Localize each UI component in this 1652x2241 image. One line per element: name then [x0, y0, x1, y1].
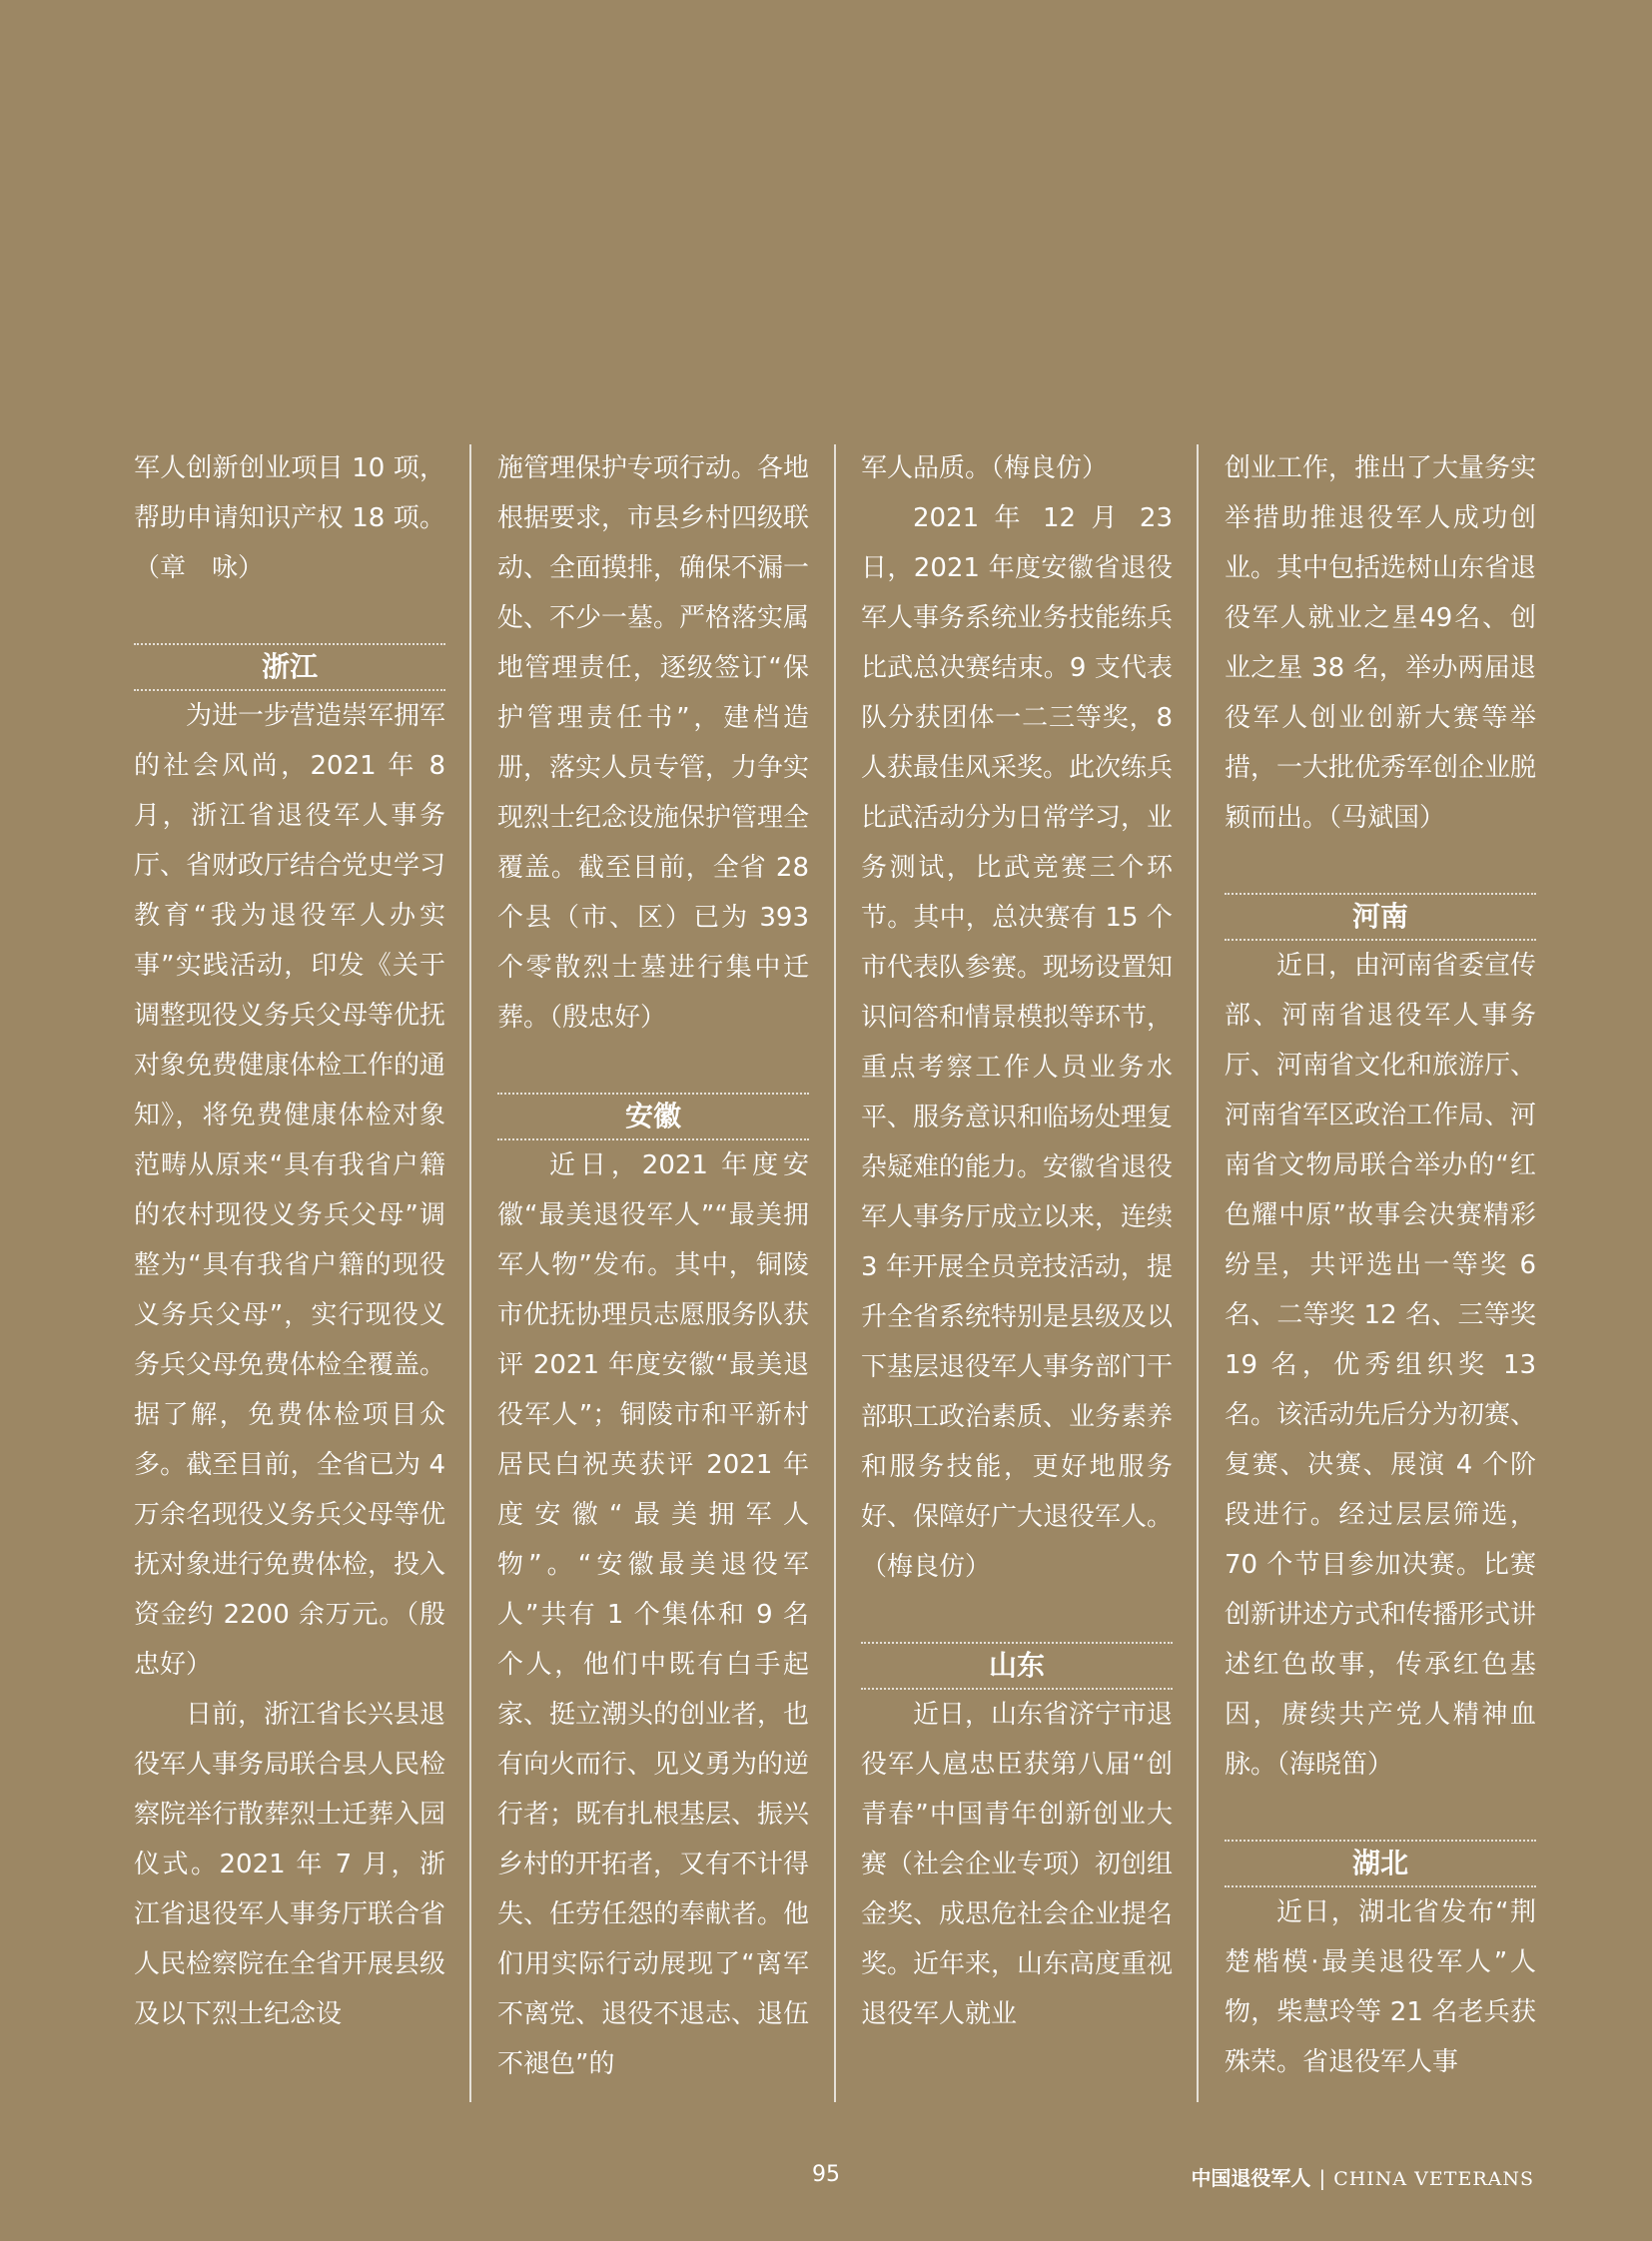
column-divider-1	[469, 444, 471, 2102]
news-paragraph: 近日，山东省济宁市退役军人扈忠臣获第八届“创青春”中国青年创新创业大赛（社会企业专项）初创组金奖、成思危社会企业提名奖。近年来，山东高度重视退役军人就业	[861, 1700, 1174, 2029]
news-paragraph: 2021 年 12 月 23 日，2021 年度安徽省退役军人事务系统业务技能练兵比武总决赛结束。9 支代表队分获团体一二三等奖，8 人获最佳风采奖。此次练兵比武活动分为日常学习，业务测试，比武竞赛三个环节。其中，总决赛有 15 个市代表队参赛。现场设置知识问答和情景模拟等环节，重点考察工作人员业务水平、服务意识和临场处理复杂疑难的能力。安徽省退役军人事务厅成立以来，连续 3 年开展全员竞技活动，提升全省系统特别是县级及以下基层退役军人事务部门干部职工政治素质、业务素养和服务技能，更好地服务好、保障好广大退役军人。（梅良仿）	[861, 503, 1174, 1582]
dotted-rule	[1225, 1885, 1536, 1887]
news-paragraph: 近日，2021 年度安徽“最美退役军人”“最美拥军人物”发布。其中，铜陵市优抚协理员志愿服务队获评 2021 年度安徽“最美退役军人”；铜陵市和平新村居民白祝英获评 2021 年度安徽“最美拥军人物”。“安徽最美退役军人”共有 1 个集体和 9 名个人，他们中既有白手起家、挺立潮头的创业者，也有向火而行、见义勇为的逆行者；既有扎根基层、振兴乡村的开拓者，又有不计得失、任劳任怨的奉献者。他们用实际行动展现了“离军不离党、退役不退志、退伍不褪色”的	[497, 1150, 810, 2079]
news-paragraph: 为进一步营造崇军拥军的社会风尚，2021 年 8 月，浙江省退役军人事务厅、省财政厅结合党史学习教育“我为退役军人办实事”实践活动，印发《关于调整现役义务兵父母等优抚对象免费健康体检工作的通知》，将免费健康体检对象范畴从原来“具有我省户籍的农村现役义务兵父母”调整为“具有我省户籍的现役义务兵父母”，实行现役义务兵父母免费体检全覆盖。据了解，免费体检项目众多。截至目前，全省已为 4 万余名现役义务兵父母等优抚对象进行免费体检，投入资金约 2200 余万元。（殷忠好）	[134, 701, 446, 1680]
region-heading: 山东	[988, 1649, 1045, 1682]
news-paragraph: 近日，由河南省委宣传部、河南省退役军人事务厅、河南省文化和旅游厅、河南省军区政治工作局、河南省文物局联合举办的“红色耀中原”故事会决赛精彩纷呈，共评选出一等奖 6 名、二等奖 12 名、三等奖 19 名，优秀组织奖 13 名。该活动先后分为初赛、复赛、决赛、展演 4 个阶段进行。经过层层筛选，70 个节目参加决赛。比赛创新讲述方式和传播形式讲述红色故事，传承红色基因，赓续共产党人精神血脉。（海晓笛）	[1225, 951, 1537, 1780]
news-paragraph: 近日，湖北省发布“荆楚楷模·最美退役军人”人物，柴慧玲等 21 名老兵获殊荣。省退役军人事	[1225, 1897, 1536, 2077]
magazine-name-cn: 中国退役军人	[1191, 2166, 1311, 2190]
text-column-1	[134, 443, 445, 2039]
region-heading: 浙江	[261, 650, 318, 683]
dotted-rule	[497, 1138, 809, 1140]
page-number: 95	[812, 2162, 840, 2187]
dotted-rule	[134, 689, 445, 691]
text-column-4	[1225, 443, 1536, 2087]
region-heading: 河南	[1351, 900, 1408, 933]
region-heading: 湖北	[1351, 1847, 1408, 1879]
region-heading-block	[1225, 893, 1536, 941]
dotted-rule	[861, 1688, 1173, 1690]
news-paragraph: 军人品质。（梅良仿）	[861, 453, 1109, 483]
text-column-3	[861, 443, 1173, 2039]
news-paragraph: 军人创新创业项目 10 项，帮助申请知识产权 18 项。（章 咏）	[134, 453, 445, 583]
text-column-2	[497, 443, 809, 2089]
region-heading: 安徽	[624, 1100, 681, 1132]
region-heading-block	[1225, 1840, 1536, 1887]
news-paragraph: 施管理保护专项行动。各地根据要求，市县乡村四级联动、全面摸排，确保不漏一处、不少一墓。严格落实属地管理责任，逐级签订“保护管理责任书”，建档造册，落实人员专管，力争实现烈士纪念设施保护管理全覆盖。截至目前，全省 28 个县（市、区）已为 393 个零散烈士墓进行集中迁葬。（殷忠好）	[497, 453, 810, 1033]
magazine-name-en: CHINA VETERANS	[1333, 2168, 1534, 2190]
column-divider-2	[834, 444, 836, 2102]
footer-separator: |	[1318, 2166, 1326, 2190]
news-paragraph: 日前，浙江省长兴县退役军人事务局联合县人民检察院举行散葬烈士迁葬入园仪式。2021 年 7 月，浙江省退役军人事务厅联合省人民检察院在全省开展县级及以下烈士纪念设	[134, 1700, 446, 2029]
dotted-rule	[1225, 939, 1536, 941]
region-heading-block	[861, 1642, 1173, 1690]
magazine-footer	[1191, 2162, 1534, 2191]
region-heading-block	[134, 643, 445, 691]
news-paragraph: 创业工作，推出了大量务实举措助推退役军人成功创业。其中包括选树山东省退役军人就业之星49名、创业之星 38 名，举办两届退役军人创业创新大赛等举措，一大批优秀军创企业脱颖而出。（马斌国）	[1225, 453, 1537, 833]
column-divider-3	[1197, 444, 1199, 2102]
region-heading-block	[497, 1093, 809, 1140]
